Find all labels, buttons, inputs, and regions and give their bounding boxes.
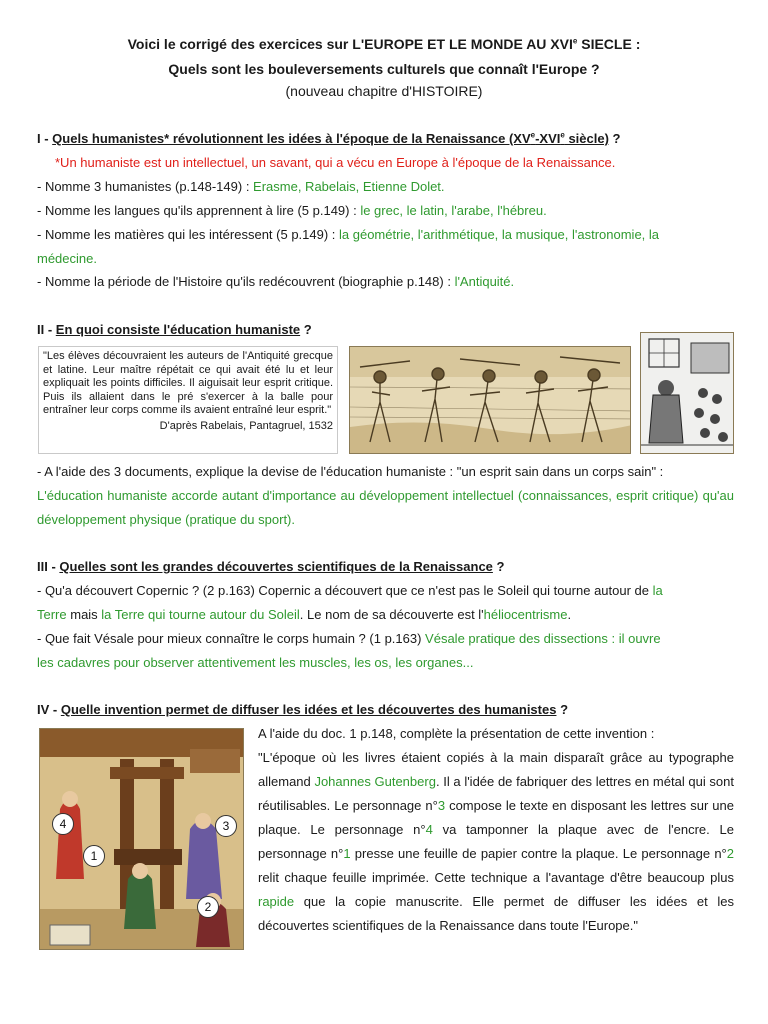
question-2: - Nomme les langues qu'ils apprennent à lire (5 p.149) : le grec, le latin, l'arabe, l'hébreu. — [37, 203, 547, 218]
printing-paragraph: "L'époque où les livres étaient copiés à la main disparaît grâce au typographe allemand Johannes Gutenberg. Il a l'idée de fabriquer des lettres en métal qui sont réutilisables. Le personnage n°3 compose le texte en disposant les lettres sur une plaque. Le personnage n°4 va tamponner la plaque avec de l'encre. Le personnage n°1 presse une feuille de papier contre la plaque. Le personnage n°2 relit chaque feuille imprimée. Cette technique a l'avantage d'être beaucoup plus rapide que la copie manuscrite. Elle permet de diffuser les idées et les découvertes scientifiques de la Renaissance dans toute l'Europe." — [258, 750, 735, 933]
vesale-answer: les cadavres pour observer attentivement les muscles, les os, les organes... — [37, 655, 474, 670]
printing-intro: A l'aide du doc. 1 p.148, complète la présentation de cette invention : — [258, 726, 655, 741]
printing-workshop-image — [39, 728, 244, 950]
vesale-question: - Que fait Vésale pour mieux connaître le corps humain ? (1 p.163) Vésale pratique des dissections : il ouvre — [37, 631, 661, 646]
copernic-question: - Qu'a découvert Copernic ? (2 p.163) Copernic a découvert que ce n'est pas le Soleil qui tourne autour de la — [37, 583, 663, 598]
engraving-ball-game-image — [349, 346, 631, 454]
doc-title-line1: Voici le corrigé des exercices sur L'EUROPE ET LE MONDE AU XVIe SIECLE : — [127, 36, 641, 52]
rabelais-quote-text: "Les élèves découvraient les auteurs de l'Antiquité grecque et latine. Leur maître répétait ce qui avait été lu et leur expliquait les points difficiles. Il aiguisait leur esprit critique. Puis ils allaient dans le pré s'exercer à la balle pour entraîner leur corps comme ils avaient entraîné leur esprit." — [43, 350, 333, 416]
section-4-heading: IV - Quelle invention permet de diffuser les idées et les découvertes des humanistes ? — [37, 702, 569, 717]
marker-2: 2 — [197, 896, 219, 918]
rabelais-quote-box — [38, 346, 338, 454]
marker-1: 1 — [83, 845, 105, 867]
question-1: - Nomme 3 humanistes (p.148-149) : Erasme, Rabelais, Etienne Dolet. — [37, 179, 445, 194]
question-4: - Nomme la période de l'Histoire qu'ils redécouvrent (biographie p.148) : l'Antiquité. — [37, 274, 515, 289]
doc-subtitle: (nouveau chapitre d'HISTOIRE) — [285, 83, 483, 99]
marker-4: 4 — [52, 813, 74, 835]
humanist-definition: *Un humaniste est un intellectuel, un savant, qui a vécu en Europe à l'époque de la Renaissance. — [55, 155, 616, 170]
copernic-answer: Terre mais la Terre qui tourne autour du Soleil. Le nom de sa découverte est l'héliocentrisme. — [37, 607, 572, 622]
section-2-answer: L'éducation humaniste accorde autant d'importance au développement intellectuel (connaissances, esprit critique) qu'au développement physique (pratique du sport). — [37, 488, 734, 527]
section-1-heading: I - Quels humanistes* révolutionnent les idées à l'époque de la Renaissance (XVe-XVIe siècle) ? — [37, 130, 621, 146]
rabelais-quote-source: D'après Rabelais, Pantagruel, 1532 — [159, 419, 333, 432]
printing-workshop-illustration — [40, 729, 244, 950]
section-3-heading: III - Quelles sont les grandes découvertes scientifiques de la Renaissance ? — [37, 559, 505, 574]
section-2-heading: II - En quoi consiste l'éducation humaniste ? — [37, 322, 312, 337]
doc-title-line2: Quels sont les bouleversements culturels que connaît l'Europe ? — [168, 61, 600, 77]
engraving-ball-game-illustration — [350, 347, 631, 454]
question-3: - Nomme les matières qui les intéressent (5 p.149) : la géométrie, l'arithmétique, la musique, l'astronomie, la — [37, 227, 660, 242]
answer-3-continued: médecine. — [37, 251, 97, 266]
section-2-question: - A l'aide des 3 documents, explique la devise de l'éducation humaniste : "un esprit sain dans un corps sain" : — [37, 464, 664, 479]
engraving-classroom-illustration — [641, 333, 734, 454]
engraving-classroom-image — [640, 332, 734, 454]
marker-3: 3 — [215, 815, 237, 837]
